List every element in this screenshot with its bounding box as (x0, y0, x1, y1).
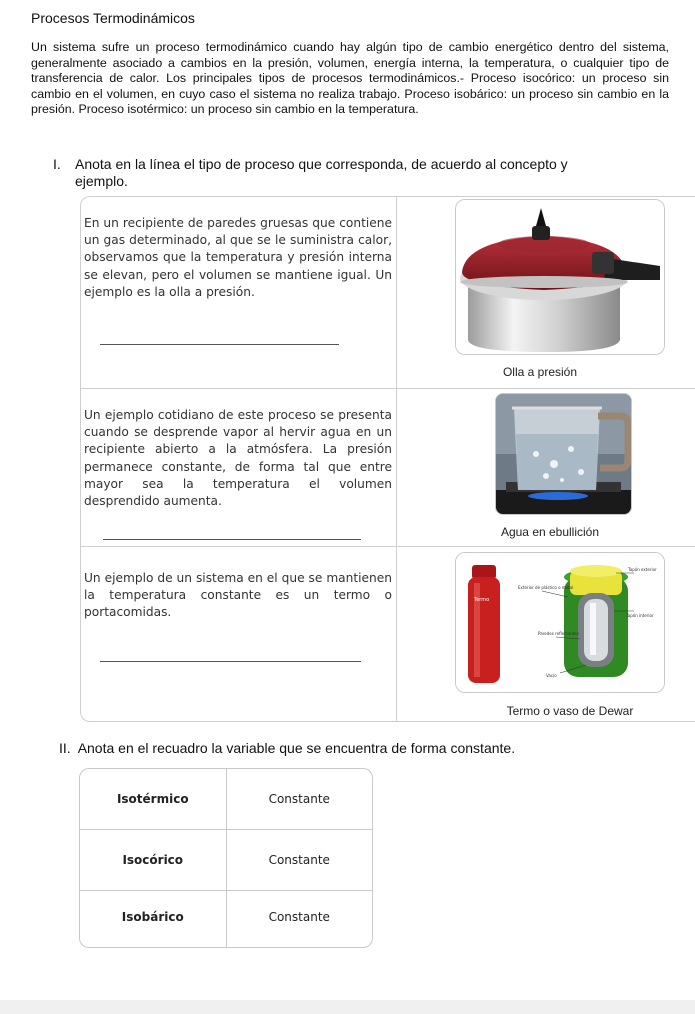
section-1-text-line2: ejemplo. (75, 173, 128, 189)
example-2-answer-line[interactable] (103, 539, 361, 540)
example-2-caption: Agua en ebullición (500, 525, 600, 539)
pressure-cooker-image (455, 199, 665, 355)
table-value-cell[interactable]: Constante (268, 853, 330, 867)
example-2-text: Un ejemplo cotidiano de este proceso se presenta cuando se desprende vapor al hervir agua en un recipiente abierto a la atmósfera. La presión permanece constante, de forma tal que entre mayor sea la temperatura el volumen desprendido aumenta. (84, 408, 392, 509)
table-value-cell[interactable]: Constante (268, 910, 330, 924)
boiling-water-image (495, 393, 632, 515)
thermos-label-walls: Paredes reflectantes (538, 631, 579, 636)
example-1-caption: Olla a presión (502, 365, 578, 379)
table-process-cell: Isocórico (80, 830, 227, 890)
example-3-caption: Termo o vaso de Dewar (506, 704, 634, 718)
thermos-image (455, 552, 665, 693)
bottom-bar (0, 1000, 695, 1014)
section-1-heading (53, 156, 653, 190)
thermos-label: Termo (474, 597, 490, 603)
table-process-cell: Isobárico (80, 887, 227, 947)
thermos-label-vacuum: Vacío (546, 673, 557, 678)
example-3-answer-line[interactable] (100, 661, 361, 662)
constant-variable-table (79, 768, 373, 948)
thermos-label-inner-cap: Tapón interior (626, 613, 654, 618)
grid-vertical-divider (396, 196, 397, 722)
example-3-text: Un ejemplo de un sistema en el que se mantienen la temperatura constante es un termo o portacomidas. (84, 571, 392, 620)
table-row-isobarico (80, 887, 372, 947)
section-1-text-line1: Anota en la línea el tipo de proceso que corresponda, de acuerdo al concepto y (75, 156, 568, 172)
example-1-answer-line[interactable] (100, 344, 339, 345)
table-value-cell[interactable]: Constante (268, 792, 330, 806)
table-row-isocorico (80, 830, 372, 890)
thermos-diagram-icon (456, 553, 664, 692)
section-2-number: II. (59, 740, 71, 756)
section-1-number: I. (53, 156, 61, 172)
pressure-cooker-icon (456, 200, 664, 354)
table-row-isotermico (80, 769, 372, 829)
thermos-label-exterior: Exterior de plástico o metal (518, 585, 574, 590)
example-1-text: En un recipiente de paredes gruesas que contiene un gas determinado, al que se le suministra calor, observamos que la temperatura y presión interna se elevan, pero el volumen se mantiene igual. Un ejemplo es la olla a presión. (84, 216, 392, 299)
boiling-water-icon (496, 394, 631, 514)
table-process-cell: Isotérmico (80, 769, 227, 829)
grid-row-divider-1 (80, 388, 695, 389)
thermos-label-outer-cap: Tapón exterior (628, 567, 657, 572)
grid-row-divider-2 (80, 546, 695, 547)
section-2-heading (59, 740, 515, 757)
page-title: Procesos Termodinámicos (31, 10, 195, 26)
section-2-text: Anota en el recuadro la variable que se encuentra de forma constante. (77, 740, 516, 756)
intro-paragraph: Un sistema sufre un proceso termodinámico cuando hay algún tipo de cambio energético dentro del sistema, generalmente asociado a cambios en la presión, volumen, energía interna, la temperatura, o cualquier tipo de transferencia de calor. Los principales tipos de procesos termodinámicos.- Proceso isocórico: un proceso sin cambio en el volumen, en cuyo caso el sistema no realiza trabajo. Proceso isobárico: un proceso sin cambio en la presión. Proceso isotérmico: un proceso sin cambio en la temperatura. (31, 40, 669, 117)
